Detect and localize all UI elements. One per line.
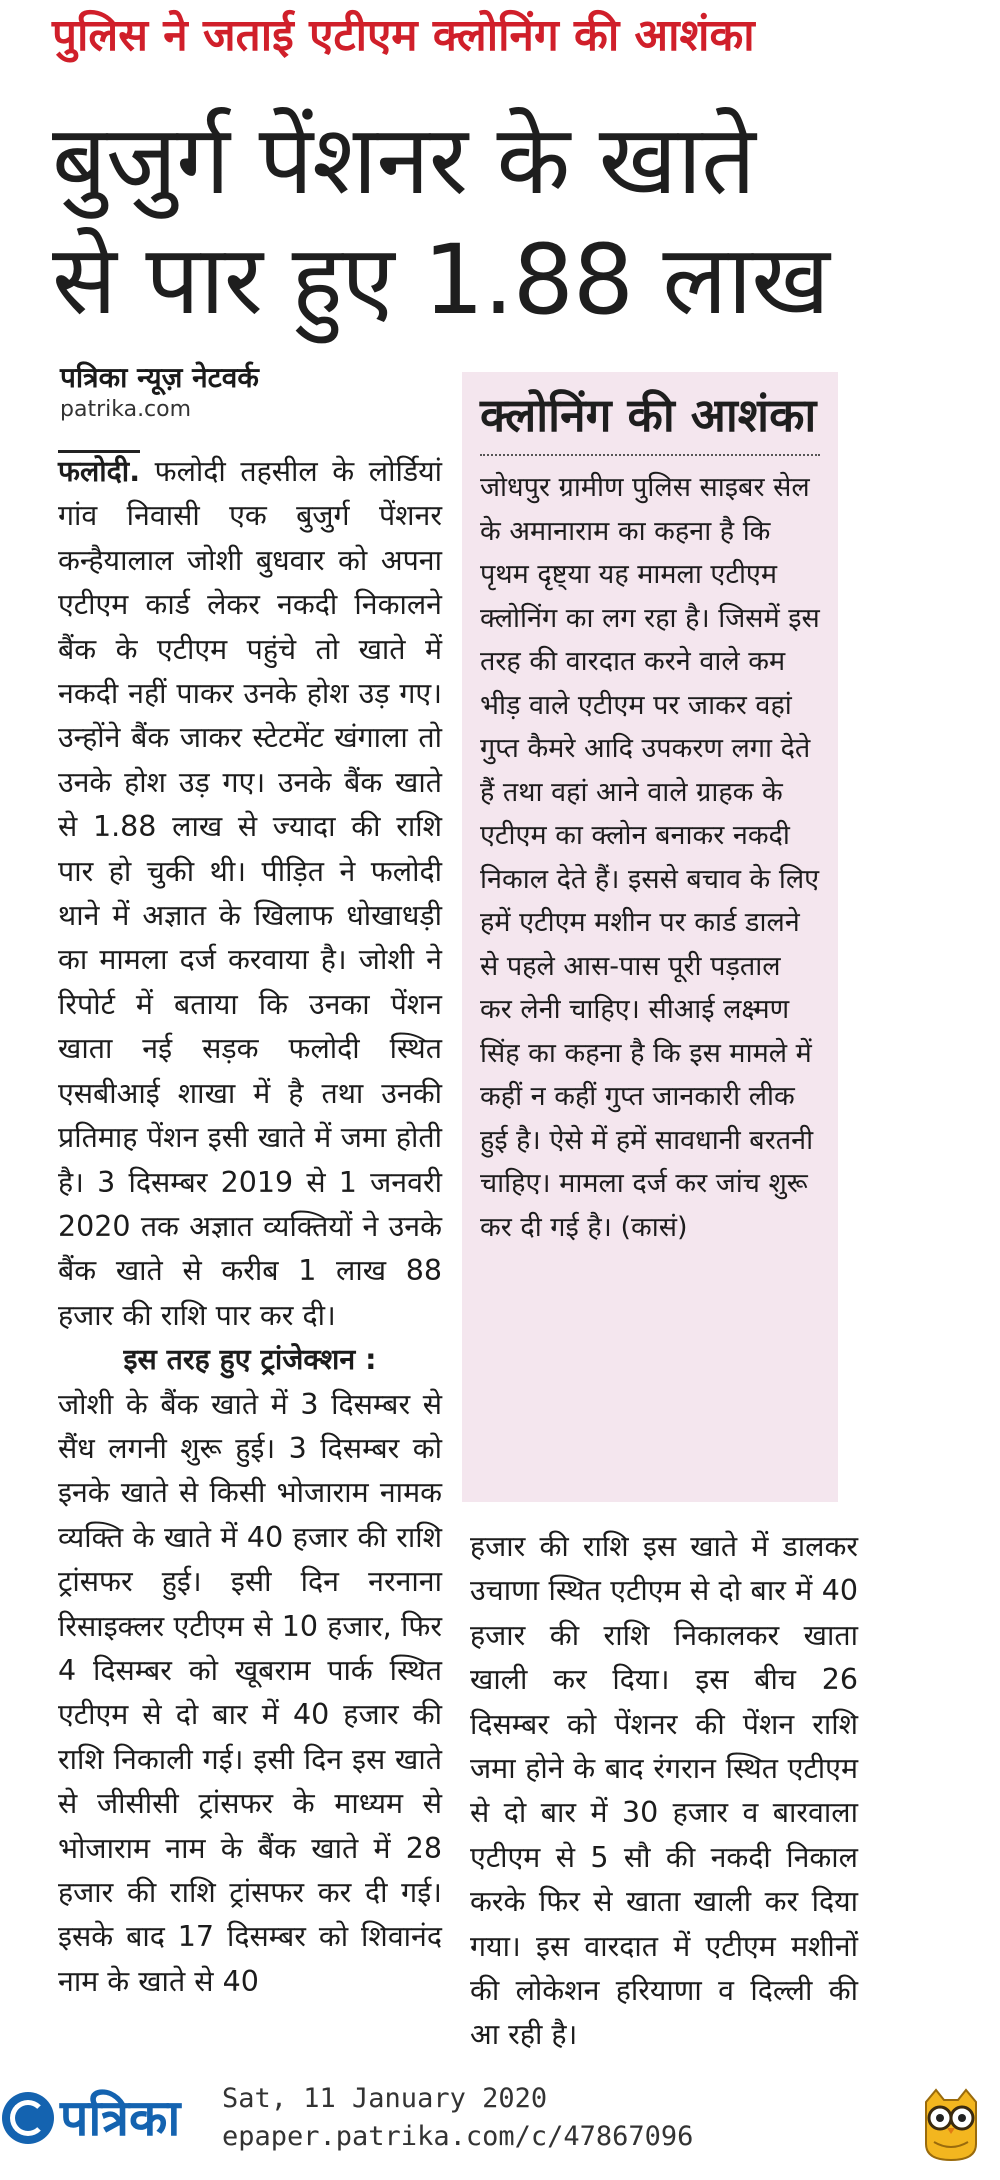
edition-date: Sat, 11 January 2020: [222, 2083, 548, 2114]
dateline: फलोदी.: [58, 450, 140, 488]
article-para1-text: फलोदी तहसील के लोर्डियां गांव निवासी एक बुजुर्ग पेंशनर कन्हैयालाल जोशी बुधवार को अपना एटीएम कार्ड लेकर नकदी निकालने बैंक के एटीएम पहुंचे तो खाते में नकदी नहीं पाकर उनके होश उड़ गए। उन्होंने बैंक जाकर स्टेटमेंट खंगाला तो उनके होश उड़ गए। उनके बैंक खाते से 1.88 लाख से ज्यादा की राशि पार हो चुकी थी। पीड़ित ने फलोदी थाने में अज्ञात के खिलाफ धोखाधड़ी का मामला दर्ज करवाया है। जोशी ने रिपोर्ट में बताया कि उनका पेंशन खाता नई सड़क फलोदी स्थित एसबीआई शाखा में है तथा उनकी प्रतिमाह पेंशन इसी खाते में जमा होती है। 3 दिसम्बर 2019 से 1 जनवरी 2020 तक अज्ञात व्यक्तियों ने उनके बैंक खाते से करीब 1 लाख 88 हजार की राशि पार कर दी।: [58, 455, 442, 1332]
article-subhead: इस तरह हुए ट्रांजेक्शन :: [123, 1343, 377, 1377]
sidebar-text: जोधपुर ग्रामीण पुलिस साइबर सेल के अमानाराम का कहना है कि पृथम दृष्ट्या यह मामला एटीएम क्लोनिंग का लग रहा है। जिसमें इस तरह की वारदात करने वाले कम भीड़ वाले एटीएम पर जाकर वहां गुप्त कैमरे आदि उपकरण लगा देते हैं तथा वहां आने वाले ग्राहक के एटीएम का क्लोन बनाकर नकदी निकाल देते हैं। इससे बचाव के लिए हमें एटीएम मशीन पर कार्ड डालने से पहले आस-पास पूरी पड़ताल कर लेनी चाहिए। सीआई लक्ष्मण सिंह का कहना है कि इस मामले में कहीं न कहीं गुप्त जानकारी लीक हुई है। ऐसे में हमें सावधानी बरतनी चाहिए। मामला दर्ज कर जांच शुरू कर दी गई है। (कासं): [480, 472, 820, 1243]
owl-icon: [916, 2084, 986, 2164]
headline-line-2: से पार हुए 1.88 लाख: [52, 224, 829, 336]
globe-icon: [2, 2092, 54, 2144]
sidebar-box: [462, 372, 838, 1502]
epaper-link[interactable]: epaper.patrika.com/c/47867096: [222, 2121, 694, 2152]
sidebar-title: क्लोनिंग की आशंका: [480, 386, 820, 456]
kicker-headline: पुलिस ने जताई एटीएम क्लोनिंग की आशंका: [52, 10, 755, 61]
article-column-left: [58, 450, 442, 2004]
footer-bar: [0, 2072, 1000, 2180]
byline-name: पत्रिका न्यूज़ नेटवर्क: [60, 361, 259, 394]
main-headline: [52, 100, 952, 340]
byline-site: patrika.com: [60, 397, 192, 422]
edition-meta: [222, 2080, 693, 2156]
headline-line-1: बुजुर्ग पेंशनर के खाते: [52, 104, 755, 216]
brand-logo[interactable]: [2, 2088, 180, 2148]
brand-name: पत्रिका: [60, 2089, 181, 2147]
article-column-right: [470, 1525, 858, 2058]
article-paragraph-2: जोशी के बैंक खाते में 3 दिसम्बर से सैंध लगनी शुरू हुई। 3 दिसम्बर को इनके खाते से किसी भोजाराम नामक व्यक्ति के खाते में 40 हजार की राशि ट्रांसफर हुई। इसी दिन नरनाना रिसाइक्लर एटीएम से 10 हजार, फिर 4 दिसम्बर को खूबराम पार्क स्थित एटीएम से दो बार में 40 हजार की राशि निकाली गई। इसी दिन इस खाते से जीसीसी ट्रांसफर के माध्यम से भोजाराम नाम के बैंक खाते में 28 हजार की राशि ट्रांसफर कर दी गई। इसके बाद 17 दिसम्बर को शिवानंद नाम के खाते से 40: [58, 1387, 442, 1998]
article-paragraph-1: [58, 450, 442, 1338]
article-paragraph-3: हजार की राशि इस खाते में डालकर उचाणा स्थित एटीएम से दो बार में 40 हजार की राशि निकालकर खाता खाली कर दिया। इस बीच 26 दिसम्बर को पेंशनर की पेंशन राशि जमा होने के बाद रंगरान स्थित एटीएम से दो बार में 30 हजार व बारवाला एटीएम से 5 सौ की नकदी निकाल करके फिर से खाता खाली कर दिया गया। इस वारदात में एटीएम मशीनों की लोकेशन हरियाणा व दिल्ली की आ रही है।: [470, 1530, 858, 2052]
byline: [60, 360, 259, 424]
